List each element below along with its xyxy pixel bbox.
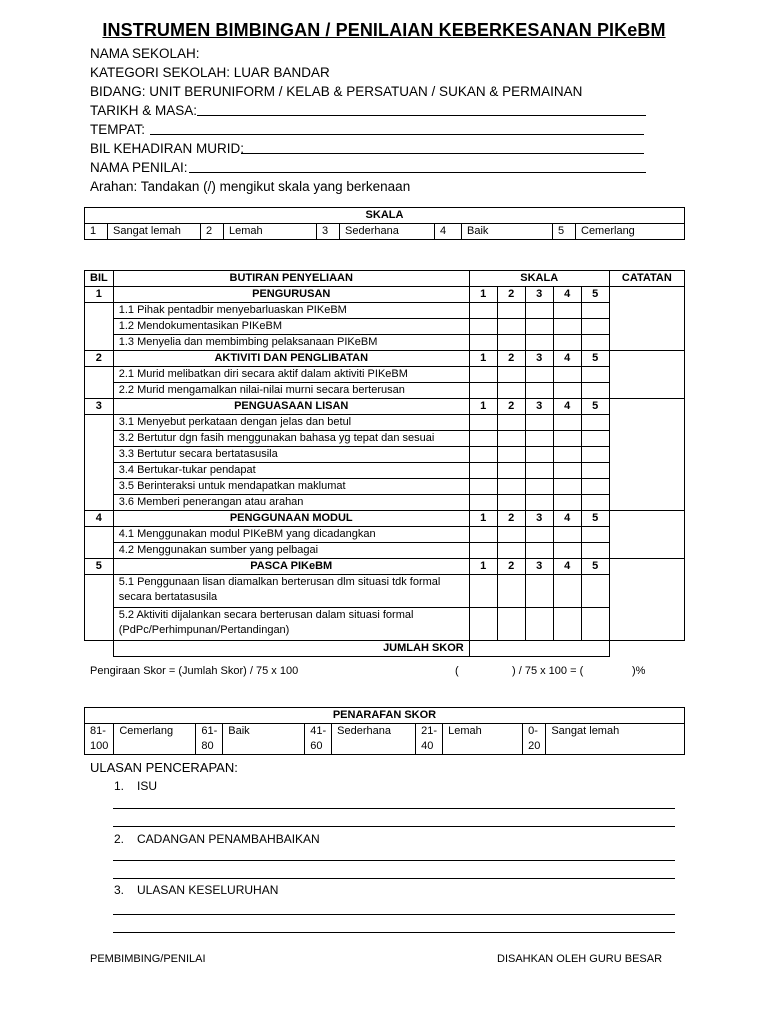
scale-num: 1 xyxy=(469,399,497,415)
scale-num: 1 xyxy=(469,287,497,303)
item-text: 3.2 Bertutur dgn fasih menggunakan bahasa yg tepat dan sesuai xyxy=(113,431,469,447)
item-text xyxy=(113,575,469,608)
score-cell[interactable] xyxy=(469,335,497,351)
skala-legend-table xyxy=(84,207,685,240)
skala-label: Lemah xyxy=(224,224,317,240)
ulasan-label-cadangan: CADANGAN PENAMBAHBAIKAN xyxy=(137,832,320,846)
penarafan-range xyxy=(416,724,443,755)
scale-num: 4 xyxy=(553,511,581,527)
item-text-line: 5.1 Penggunaan lisan diamalkan berterusan dlm situasi tdk formal xyxy=(118,576,441,588)
skala-label: Baik xyxy=(462,224,553,240)
section-title: PENGUASAAN LISAN xyxy=(113,399,469,415)
score-cell[interactable] xyxy=(581,431,609,447)
item-text: 3.5 Berinteraksi untuk mendapatkan maklumat xyxy=(113,479,469,495)
score-cell[interactable] xyxy=(497,383,525,399)
scale-num: 4 xyxy=(553,399,581,415)
score-cell[interactable] xyxy=(525,447,553,463)
score-cell[interactable] xyxy=(581,527,609,543)
score-cell[interactable] xyxy=(469,575,497,608)
scale-num: 4 xyxy=(553,559,581,575)
score-cell[interactable] xyxy=(469,303,497,319)
score-cell[interactable] xyxy=(581,543,609,559)
skala-num: 5 xyxy=(553,224,576,240)
score-cell[interactable] xyxy=(553,415,581,431)
score-cell[interactable] xyxy=(525,495,553,511)
header-bil: BIL xyxy=(85,271,114,287)
signature-pembimbing: PEMBIMBING/PENILAI xyxy=(90,953,206,965)
penarafan-label: Lemah xyxy=(443,724,523,755)
score-cell[interactable] xyxy=(469,608,497,641)
section-bil: 3 xyxy=(85,399,114,415)
score-cell[interactable] xyxy=(581,367,609,383)
header-skala: SKALA xyxy=(469,271,609,287)
jumlah-skor-cell[interactable] xyxy=(469,641,609,657)
score-cell[interactable] xyxy=(469,367,497,383)
tarikh-masa-label: TARIKH & MASA: xyxy=(90,103,198,118)
score-cell[interactable] xyxy=(553,431,581,447)
score-cell[interactable] xyxy=(497,319,525,335)
score-cell[interactable] xyxy=(581,608,609,641)
item-text: 3.4 Bertukar-tukar pendapat xyxy=(113,463,469,479)
scale-num: 5 xyxy=(581,351,609,367)
score-cell[interactable] xyxy=(553,367,581,383)
score-cell[interactable] xyxy=(525,543,553,559)
item-text: 2.2 Murid mengamalkan nilai-nilai murni secara berterusan xyxy=(113,383,469,399)
nama-sekolah-label: NAMA SEKOLAH: xyxy=(90,46,200,61)
ulasan-cadangan-line[interactable] xyxy=(113,860,675,861)
section-bil: 1 xyxy=(85,287,114,303)
range-end: 20 xyxy=(528,740,541,752)
butiran-penyeliaan-table xyxy=(84,270,685,657)
kategori-sekolah-label: KATEGORI SEKOLAH: LUAR BANDAR xyxy=(90,65,330,80)
score-cell[interactable] xyxy=(469,479,497,495)
bil-kehadiran-line[interactable] xyxy=(241,153,644,154)
score-cell[interactable] xyxy=(581,383,609,399)
range-end: 100 xyxy=(90,740,109,752)
tarikh-masa-line[interactable] xyxy=(197,115,646,116)
page-title: INSTRUMEN BIMBINGAN / PENILAIAN KEBERKESANAN PIKeBM xyxy=(102,20,666,40)
skala-heading: SKALA xyxy=(85,208,685,224)
penarafan-label: Sederhana xyxy=(332,724,416,755)
item-text-line: secara bertatasusila xyxy=(118,591,218,603)
ulasan-label-keseluruhan: ULASAN KESELURUHAN xyxy=(137,883,279,897)
section-title: PENGURUSAN xyxy=(113,287,469,303)
score-cell[interactable] xyxy=(581,303,609,319)
penarafan-skor-table xyxy=(84,707,685,755)
ulasan-label-isu: ISU xyxy=(137,779,158,793)
score-cell[interactable] xyxy=(497,447,525,463)
score-cell[interactable] xyxy=(581,447,609,463)
score-cell[interactable] xyxy=(525,527,553,543)
item-text: 1.2 Mendokumentasikan PIKeBM xyxy=(113,319,469,335)
scale-num: 3 xyxy=(525,399,553,415)
score-cell[interactable] xyxy=(553,495,581,511)
scale-num: 4 xyxy=(553,351,581,367)
score-cell[interactable] xyxy=(553,479,581,495)
penarafan-range xyxy=(305,724,332,755)
score-cell[interactable] xyxy=(469,383,497,399)
skala-label: Sederhana xyxy=(340,224,435,240)
score-cell[interactable] xyxy=(553,543,581,559)
score-cell[interactable] xyxy=(525,335,553,351)
scale-num: 3 xyxy=(525,559,553,575)
pengiraan-end: )% xyxy=(632,665,646,677)
ulasan-heading: ULASAN PENCERAPAN: xyxy=(90,760,238,775)
skala-num: 4 xyxy=(435,224,462,240)
range-start: 61- xyxy=(201,725,218,737)
score-cell[interactable] xyxy=(525,303,553,319)
item-text-line: (PdPc/Perhimpunan/Pertandingan) xyxy=(118,624,290,636)
skala-num: 2 xyxy=(201,224,224,240)
bil-kehadiran-label: BIL KEHADIRAN MURID: xyxy=(90,141,245,156)
item-text xyxy=(113,608,469,641)
section-bil: 4 xyxy=(85,511,114,527)
scale-num: 5 xyxy=(581,511,609,527)
scale-num: 5 xyxy=(581,399,609,415)
tempat-label: TEMPAT: xyxy=(90,122,146,137)
penarafan-label: Baik xyxy=(223,724,305,755)
scale-num: 1 xyxy=(469,559,497,575)
score-cell[interactable] xyxy=(497,431,525,447)
scale-num: 3 xyxy=(525,511,553,527)
score-cell[interactable] xyxy=(525,319,553,335)
range-start: 81- xyxy=(90,725,106,737)
ulasan-isu-line[interactable] xyxy=(113,826,675,827)
score-cell[interactable] xyxy=(469,543,497,559)
scale-num: 3 xyxy=(525,351,553,367)
arahan-text: Arahan: Tandakan (/) mengikut skala yang berkenaan xyxy=(90,179,411,194)
score-cell[interactable] xyxy=(581,495,609,511)
score-cell[interactable] xyxy=(497,415,525,431)
ulasan-isu-line[interactable] xyxy=(113,808,675,809)
scale-num: 2 xyxy=(497,559,525,575)
scale-num: 5 xyxy=(581,287,609,303)
score-cell[interactable] xyxy=(497,367,525,383)
score-cell[interactable] xyxy=(553,463,581,479)
score-cell[interactable] xyxy=(525,463,553,479)
header-butiran: BUTIRAN PENYELIAAN xyxy=(113,271,469,287)
catatan-cell[interactable] xyxy=(609,399,684,511)
score-cell[interactable] xyxy=(581,463,609,479)
jumlah-skor-label: JUMLAH SKOR xyxy=(113,641,469,657)
item-text: 3.3 Bertutur secara bertatasusila xyxy=(113,447,469,463)
scale-num: 1 xyxy=(469,511,497,527)
item-text: 4.2 Menggunakan sumber yang pelbagai xyxy=(113,543,469,559)
score-cell[interactable] xyxy=(497,575,525,608)
score-cell[interactable] xyxy=(581,319,609,335)
item-text: 3.1 Menyebut perkataan dengan jelas dan betul xyxy=(113,415,469,431)
score-cell[interactable] xyxy=(525,383,553,399)
scale-num: 2 xyxy=(497,511,525,527)
skala-num: 1 xyxy=(85,224,108,240)
catatan-cell[interactable] xyxy=(609,287,684,351)
score-cell[interactable] xyxy=(497,495,525,511)
skala-label: Cemerlang xyxy=(576,224,685,240)
signature-guru-besar: DISAHKAN OLEH GURU BESAR xyxy=(497,953,663,965)
score-cell[interactable] xyxy=(581,335,609,351)
range-start: 41- xyxy=(310,725,327,737)
score-cell[interactable] xyxy=(497,463,525,479)
skala-num: 3 xyxy=(317,224,340,240)
score-cell[interactable] xyxy=(525,608,553,641)
score-cell[interactable] xyxy=(553,608,581,641)
ulasan-cadangan-line[interactable] xyxy=(113,878,675,879)
bidang-label: BIDANG: UNIT BERUNIFORM / KELAB & PERSATUAN / SUKAN & PERMAINAN xyxy=(90,84,583,99)
section-bil: 2 xyxy=(85,351,114,367)
penarafan-range xyxy=(85,724,114,755)
ulasan-keseluruhan-line[interactable] xyxy=(113,914,675,915)
item-text: 1.3 Menyelia dan membimbing pelaksanaan PIKeBM xyxy=(113,335,469,351)
scale-num: 2 xyxy=(497,399,525,415)
score-cell[interactable] xyxy=(469,431,497,447)
score-cell[interactable] xyxy=(581,415,609,431)
score-cell[interactable] xyxy=(581,575,609,608)
score-cell[interactable] xyxy=(469,319,497,335)
score-cell[interactable] xyxy=(497,303,525,319)
range-start: 0- xyxy=(528,725,538,737)
range-end: 80 xyxy=(201,740,214,752)
score-cell[interactable] xyxy=(497,527,525,543)
item-text: 2.1 Murid melibatkan diri secara aktif dalam aktiviti PIKeBM xyxy=(113,367,469,383)
range-start: 21- xyxy=(421,725,438,737)
ulasan-num: 2. xyxy=(114,832,125,846)
score-cell[interactable] xyxy=(497,608,525,641)
section-title: PENGGUNAAN MODUL xyxy=(113,511,469,527)
score-cell[interactable] xyxy=(553,319,581,335)
score-cell[interactable] xyxy=(525,431,553,447)
pengiraan-skor-label: Pengiraan Skor = (Jumlah Skor) / 75 x 100 xyxy=(90,665,299,677)
skala-label: Sangat lemah xyxy=(108,224,201,240)
score-cell[interactable] xyxy=(497,479,525,495)
score-cell[interactable] xyxy=(553,575,581,608)
ulasan-num: 3. xyxy=(114,883,125,897)
nama-penilai-line[interactable] xyxy=(189,172,646,173)
range-end: 40 xyxy=(421,740,434,752)
score-cell[interactable] xyxy=(553,527,581,543)
score-cell[interactable] xyxy=(469,447,497,463)
scale-num: 2 xyxy=(497,351,525,367)
tempat-line[interactable] xyxy=(150,134,644,135)
score-cell[interactable] xyxy=(469,495,497,511)
section-title: AKTIVITI DAN PENGLIBATAN xyxy=(113,351,469,367)
catatan-cell[interactable] xyxy=(609,559,684,641)
ulasan-keseluruhan-line[interactable] xyxy=(113,932,675,933)
penarafan-label: Cemerlang xyxy=(114,724,196,755)
scale-num: 2 xyxy=(497,287,525,303)
item-text-line: 5.2 Aktiviti dijalankan secara berterusan dalam situasi formal xyxy=(118,609,414,621)
scale-num: 3 xyxy=(525,287,553,303)
scale-num: 4 xyxy=(553,287,581,303)
pengiraan-open: ( xyxy=(455,665,459,677)
ulasan-num: 1. xyxy=(114,779,125,793)
range-end: 60 xyxy=(310,740,323,752)
score-cell[interactable] xyxy=(469,527,497,543)
item-text: 3.6 Memberi penerangan atau arahan xyxy=(113,495,469,511)
score-cell[interactable] xyxy=(553,447,581,463)
score-cell[interactable] xyxy=(525,479,553,495)
section-title: PASCA PIKeBM xyxy=(113,559,469,575)
score-cell[interactable] xyxy=(469,415,497,431)
penarafan-heading: PENARAFAN SKOR xyxy=(85,708,685,724)
header-catatan: CATATAN xyxy=(609,271,684,287)
nama-penilai-label: NAMA PENILAI: xyxy=(90,160,188,175)
penarafan-range xyxy=(196,724,223,755)
score-cell[interactable] xyxy=(525,367,553,383)
item-text: 1.1 Pihak pentadbir menyebarluaskan PIKeBM xyxy=(113,303,469,319)
pengiraan-mid: ) / 75 x 100 = ( xyxy=(512,665,584,677)
score-cell[interactable] xyxy=(553,383,581,399)
score-cell[interactable] xyxy=(525,575,553,608)
penarafan-label: Sangat lemah xyxy=(546,724,685,755)
score-cell[interactable] xyxy=(497,543,525,559)
score-cell[interactable] xyxy=(553,335,581,351)
catatan-cell[interactable] xyxy=(609,511,684,559)
item-text: 4.1 Menggunakan modul PIKeBM yang dicadangkan xyxy=(113,527,469,543)
score-cell[interactable] xyxy=(497,335,525,351)
penarafan-range xyxy=(523,724,546,755)
section-bil: 5 xyxy=(85,559,114,575)
score-cell[interactable] xyxy=(469,463,497,479)
score-cell[interactable] xyxy=(553,303,581,319)
score-cell[interactable] xyxy=(581,479,609,495)
scale-num: 1 xyxy=(469,351,497,367)
catatan-cell[interactable] xyxy=(609,351,684,399)
scale-num: 5 xyxy=(581,559,609,575)
score-cell[interactable] xyxy=(525,415,553,431)
